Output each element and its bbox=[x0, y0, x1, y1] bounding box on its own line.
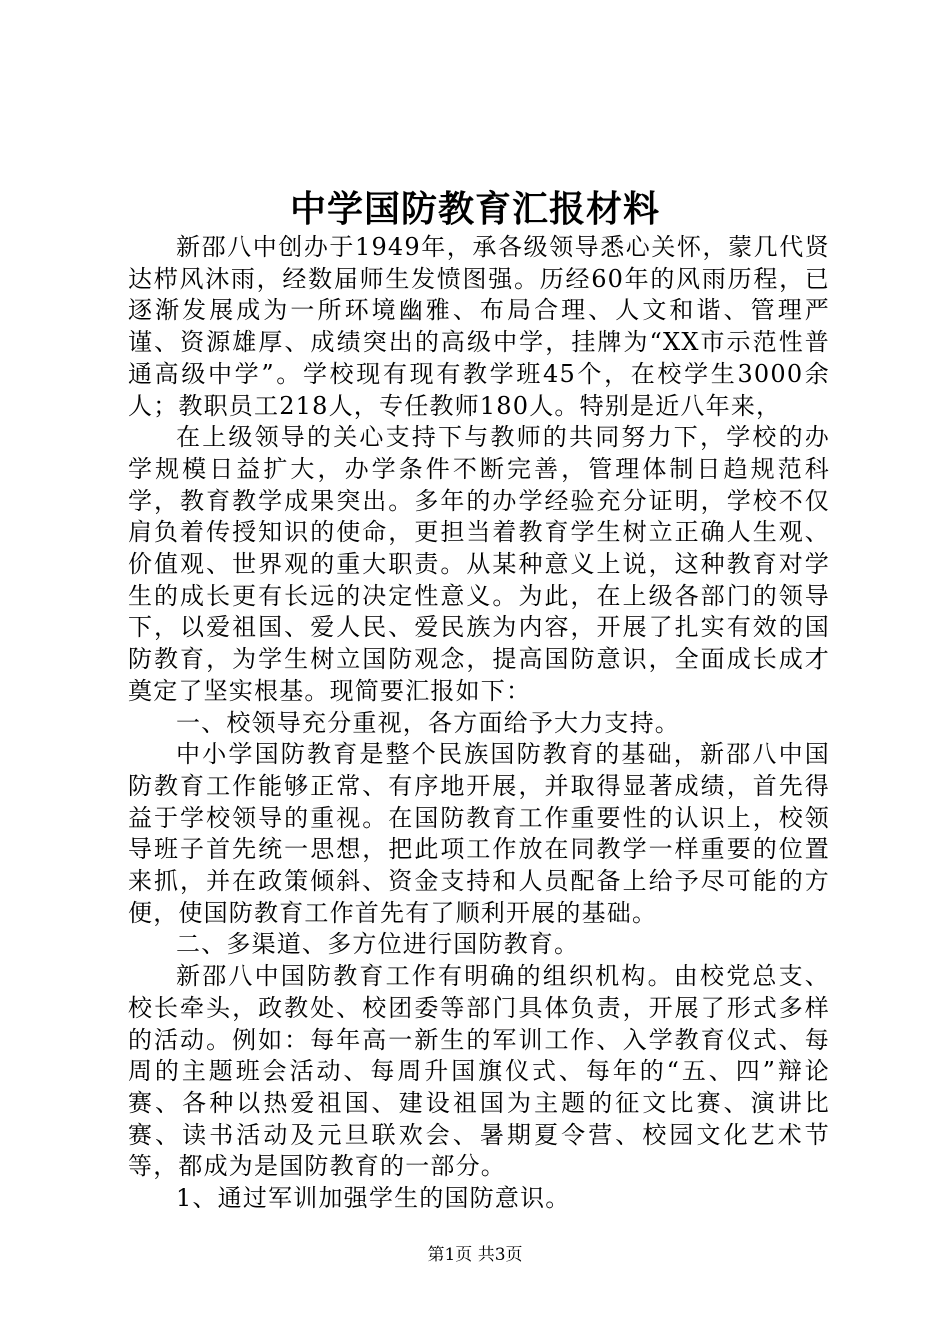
paragraph-leadership: 中小学国防教育是整个民族国防教育的基础，新邵八中国防教育工作能够正常、有序地开展，并取得显著成绩，首先得益于学校领导的重视。在国防教育工作重要性的认识上，校领导班子首先统一思想，把此项工作放在同教学一样重要的位置来抓，并在政策倾斜、资金支持和人员配备上给予尽可能的方便，使国防教育工作首先有了顺利开展的基础。 bbox=[128, 740, 830, 927]
paragraph-intro: 新邵八中创办于1949年，承各级领导悉心关怀，蒙几代贤达栉风沐雨，经数届师生发愤图强。历经60年的风雨历程，已逐渐发展成为一所环境幽雅、布局合理、人文和谐、管理严谨、资源雄厚、成绩突出的高级中学，挂牌为“XX市示范性普通高级中学”。学校现有现有教学班45个，在校学生3000余人；教职员工218人，专任教师180人。特别是近八年来， bbox=[128, 233, 830, 420]
document-body bbox=[128, 232, 830, 1215]
paragraph-development: 在上级领导的关心支持下与教师的共同努力下，学校的办学规模日益扩大，办学条件不断完善，管理体制日趋规范科学，教育教学成果突出。多年的办学经验充分证明，学校不仅肩负着传授知识的使命，更担当着教育学生树立正确人生观、价值观、世界观的重大职责。从某种意义上说，这种教育对学生的成长更有长远的决定性意义。为此，在上级各部门的领导下，以爱祖国、爱人民、爱民族为内容，开展了扎实有效的国防教育，为学生树立国防观念，提高国防意识，全面成长成才奠定了坚实根基。现简要汇报如下： bbox=[128, 423, 830, 705]
document-title: 中学国防教育汇报材料 bbox=[289, 188, 660, 230]
subsection-heading-1: 1、通过军训加强学生的国防意识。 bbox=[176, 1184, 571, 1213]
section-heading-2: 二、多渠道、多方位进行国防教育。 bbox=[176, 930, 580, 959]
page-footer: 第1页 共3页 bbox=[427, 1245, 523, 1265]
paragraph-activities: 新邵八中国防教育工作有明确的组织机构。由校党总支、校长牵头，政教处、校团委等部门具体负责，开展了形式多样的活动。例如：每年高一新生的军训工作、入学教育仪式、每周的主题班会活动、每周升国旗仪式、每年的“五、四”辩论赛、各种以热爱祖国、建设祖国为主题的征文比赛、演讲比赛、读书活动及元旦联欢会、暑期夏令营、校园文化艺术节等，都成为是国防教育的一部分。 bbox=[128, 962, 830, 1181]
section-heading-1: 一、校领导充分重视，各方面给予大力支持。 bbox=[176, 708, 680, 737]
